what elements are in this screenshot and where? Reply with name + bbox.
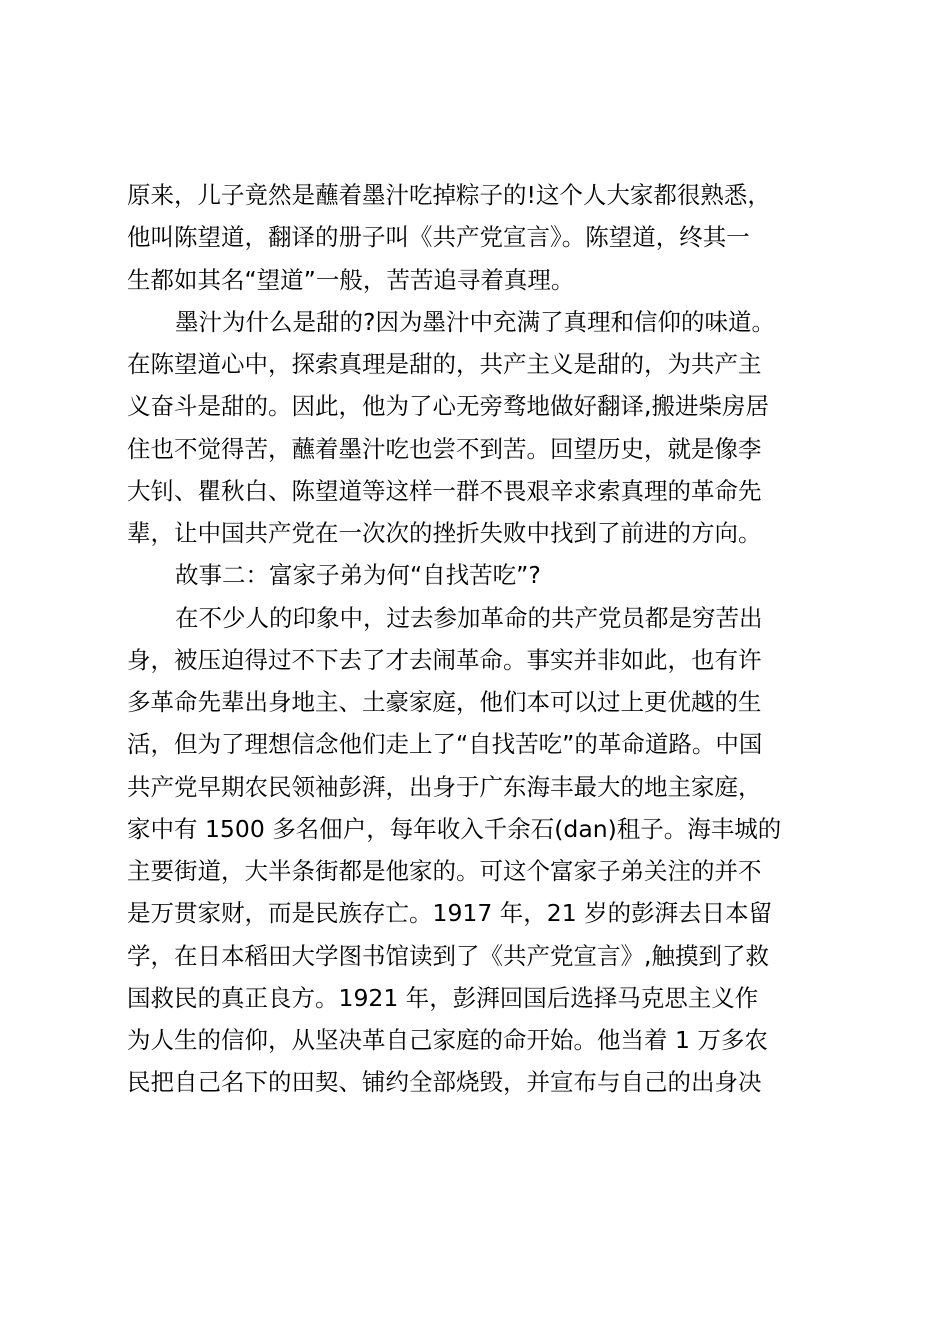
text-line: 家中有 1500 多名佃户，每年收入千余石(dan)租子。海丰城的 <box>127 814 782 843</box>
text-line: 他叫陈望道，翻译的册子叫《共产党宣言》。陈望道，终其一 <box>127 223 750 252</box>
text-line: 在陈望道心中，探索真理是甜的，共产主义是甜的，为共产主 <box>127 350 762 378</box>
text-line: 多革命先辈出身地主、土豪家庭，他们本可以过上更优越的生 <box>127 688 762 716</box>
text-line: 辈，让中国共产党在一次次的挫折失败中找到了前进的方向。 <box>127 519 762 547</box>
text-line: 在不少人的印象中，过去参加革命的共产党员都是穷苦出 <box>175 603 763 632</box>
text-line: 国救民的真正良方。1921 年，彭湃回国后选择马克思主义作 <box>127 983 759 1012</box>
text-line: 共产党早期农民领袖彭湃，出身于广东海丰最大的地主家庭， <box>127 772 762 801</box>
text-line: 大钊、瞿秋白、陈望道等这样一群不畏艰辛求索真理的革命先 <box>127 476 762 505</box>
text-line: 是万贯家财，而是民族存亡。1917 年，21 岁的彭湃去日本留 <box>127 899 773 928</box>
text-line: 为人生的信仰，从坚决革自己家庭的命开始。他当着 1 万多农 <box>127 1026 768 1054</box>
text-line: 身，被压迫得过不下去了才去闹革命。事实并非如此，也有许 <box>127 645 762 674</box>
text-line: 主要街道，大半条街都是他家的。可这个富家子弟关注的并不 <box>127 857 762 885</box>
text-line: 学，在日本稻田大学图书馆读到了《共产党宣言》,触摸到了救 <box>127 941 769 970</box>
text-line: 墨汁为什么是甜的?因为墨汁中充满了真理和信仰的味道。 <box>175 307 775 336</box>
text-line: 义奋斗是甜的。因此，他为了心无旁骛地做好翻译,搬进柴房居 <box>127 392 769 421</box>
text-line: 民把自己名下的田契、铺约全部烧毁，并宣布与自己的出身决 <box>127 1068 762 1097</box>
text-line: 活，但为了理想信念他们走上了“自找苦吃”的革命道路。中国 <box>127 730 763 759</box>
text-line: 原来，儿子竟然是蘸着墨汁吃掉粽子的!这个人大家都很熟悉， <box>127 181 771 209</box>
text-line: 故事二：富家子弟为何“自找苦吃”? <box>175 561 541 590</box>
text-line: 生都如其名“望道”一般，苦苦追寻着真理。 <box>127 265 575 294</box>
text-line: 住也不觉得苦，蘸着墨汁吃也尝不到苦。回望历史，就是像李 <box>127 434 762 463</box>
body-text <box>127 174 827 1104</box>
